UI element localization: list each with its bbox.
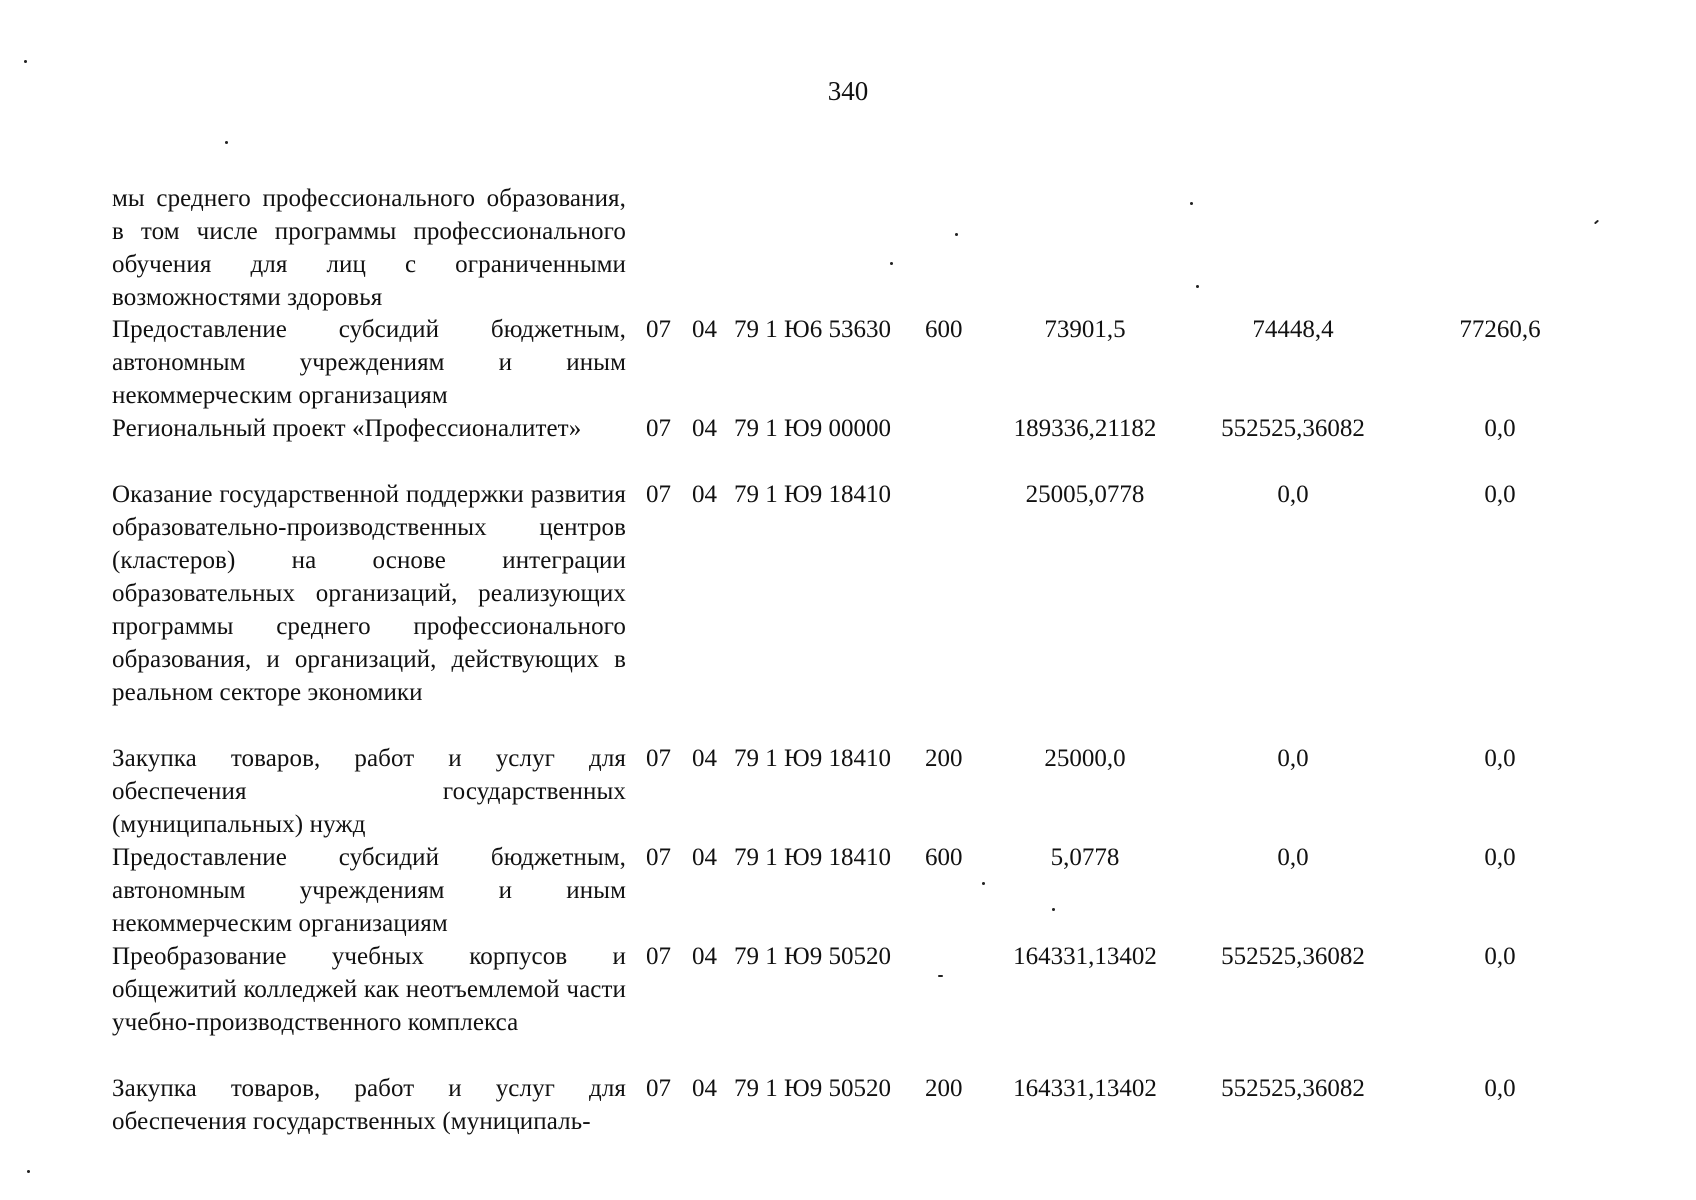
row-description: Предоставление субсидий бюджетным, автономным учреждениям и иным некоммерческим организациям <box>112 844 626 937</box>
amount-year-2: 552525,36082 <box>1221 943 1365 970</box>
row-description: Преобразование учебных корпусов и общежитий колледжей как неотъемлемой части учебно-производственного комплекса <box>112 943 626 1036</box>
expense-type-code: 200 <box>925 745 963 772</box>
target-article-code: 79 1 Ю9 50520 <box>734 943 891 970</box>
row-description: Региональный проект «Профессионалитет» <box>112 415 582 442</box>
amount-year-3: 0,0 <box>1484 943 1516 970</box>
amount-year-3: 77260,6 <box>1459 316 1541 343</box>
amount-year-1: 5,0778 <box>1050 844 1120 871</box>
target-article-code: 79 1 Ю9 18410 <box>734 844 891 871</box>
target-article-code: 79 1 Ю9 18410 <box>734 745 891 772</box>
page-number: 340 <box>827 76 869 106</box>
amount-year-3: 0,0 <box>1484 415 1516 442</box>
subsection-code: 04 <box>692 745 717 772</box>
subsection-code: 04 <box>692 844 717 871</box>
target-article-code: 79 1 Ю9 50520 <box>734 1075 891 1102</box>
subsection-code: 04 <box>692 481 717 508</box>
amount-year-3: 0,0 <box>1484 844 1516 871</box>
subsection-code: 04 <box>692 415 717 442</box>
scan-speck <box>1052 908 1055 911</box>
table-row <box>0 742 1696 841</box>
amount-year-2: 552525,36082 <box>1221 415 1365 442</box>
expense-type-code: 600 <box>925 316 963 343</box>
amount-year-2: 0,0 <box>1277 844 1309 871</box>
amount-year-1: 164331,13402 <box>1013 1075 1157 1102</box>
amount-year-3: 0,0 <box>1484 1075 1516 1102</box>
amount-year-3: 0,0 <box>1484 745 1516 772</box>
row-description: Оказание государственной поддержки развития образовательно-производственных центров (кластеров) на основе интеграции образовательных организаций, реализующих программы среднего профессионального образования, и организаций, действующих в реальном секторе экономики <box>112 481 626 706</box>
scan-speck <box>938 975 943 977</box>
expense-type-code: 600 <box>925 844 963 871</box>
table-row <box>0 1072 1696 1138</box>
amount-year-1: 73901,5 <box>1044 316 1126 343</box>
table-row <box>0 313 1696 412</box>
amount-year-1: 164331,13402 <box>1013 943 1157 970</box>
amount-year-1: 25000,0 <box>1044 745 1126 772</box>
subsection-code: 04 <box>692 316 717 343</box>
amount-year-2: 0,0 <box>1277 481 1309 508</box>
section-code: 07 <box>646 316 671 343</box>
row-description: мы среднего профессионального образования, в том числе программы профессионального обучения для лиц с ограниченными возможностями здоровья <box>112 185 626 311</box>
expense-type-code: 200 <box>925 1075 963 1102</box>
section-code: 07 <box>646 481 671 508</box>
table-row <box>0 412 1696 478</box>
subsection-code: 04 <box>692 1075 717 1102</box>
subsection-code: 04 <box>692 943 717 970</box>
section-code: 07 <box>646 745 671 772</box>
amount-year-1: 189336,21182 <box>1013 415 1157 442</box>
scan-speck <box>955 233 958 236</box>
section-code: 07 <box>646 943 671 970</box>
row-description: Закупка товаров, работ и услуг для обеспечения государственных (муниципаль- <box>112 1075 626 1135</box>
scan-speck <box>27 1170 30 1173</box>
target-article-code: 79 1 Ю9 00000 <box>734 415 891 442</box>
amount-year-3: 0,0 <box>1484 481 1516 508</box>
scan-speck <box>24 60 27 63</box>
table-row <box>0 841 1696 940</box>
section-code: 07 <box>646 1075 671 1102</box>
target-article-code: 79 1 Ю9 18410 <box>734 481 891 508</box>
scan-speck <box>890 262 893 265</box>
section-code: 07 <box>646 844 671 871</box>
amount-year-1: 25005,0778 <box>1025 481 1145 508</box>
row-description: Закупка товаров, работ и услуг для обеспечения государственных (муниципальных) нужд <box>112 745 626 838</box>
amount-year-2: 0,0 <box>1277 745 1309 772</box>
row-description: Предоставление субсидий бюджетным, автономным учреждениям и иным некоммерческим организациям <box>112 316 626 409</box>
table-row <box>0 182 1696 313</box>
scan-speck <box>1196 285 1199 288</box>
amount-year-2: 74448,4 <box>1252 316 1334 343</box>
budget-table <box>0 182 1696 1138</box>
section-code: 07 <box>646 415 671 442</box>
scan-speck <box>982 882 985 885</box>
table-row <box>0 940 1696 1072</box>
scan-speck <box>225 141 228 144</box>
amount-year-2: 552525,36082 <box>1221 1075 1365 1102</box>
target-article-code: 79 1 Ю6 53630 <box>734 316 891 343</box>
table-row <box>0 478 1696 742</box>
scan-speck <box>1190 202 1193 205</box>
